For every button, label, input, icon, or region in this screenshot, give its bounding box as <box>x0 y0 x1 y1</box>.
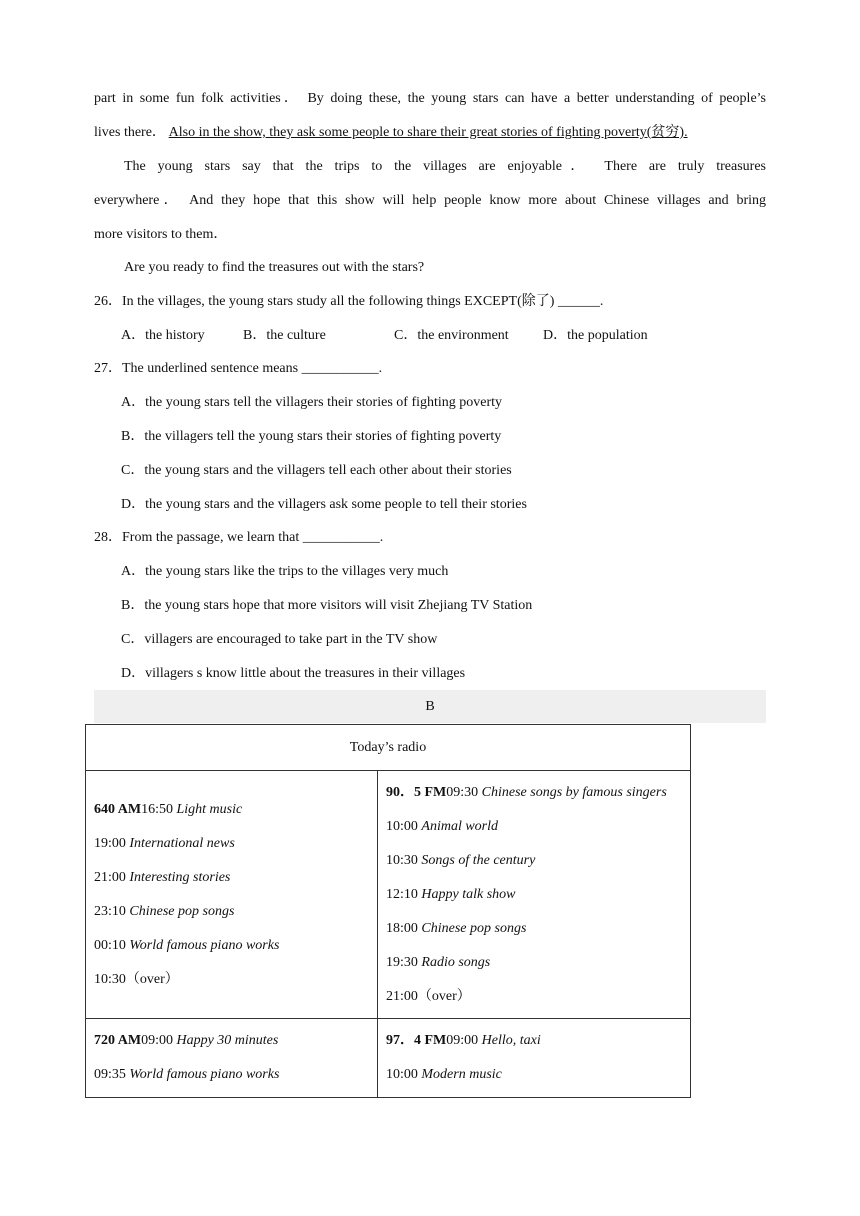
schedule-line: 90．5 FM09:30 Chinese songs by famous singers <box>386 784 667 800</box>
q28-option-a: A．the young stars like the trips to the villages very much <box>121 564 449 579</box>
q28-option-c: C．villagers are encouraged to take part in the TV show <box>121 632 438 647</box>
station-name: 720 AM <box>94 1033 142 1048</box>
schedule-line: 21:00 Interesting stories <box>94 869 231 885</box>
station-name: 97．4 FM <box>386 1033 447 1048</box>
station-640-cell <box>86 771 378 1019</box>
q26-option-d: D．the population <box>543 328 648 343</box>
passage-line-2-plain: lives there． <box>94 125 166 140</box>
q27-option-c: C．the young stars and the villagers tell each other about their stories <box>121 463 512 478</box>
q26-option-b: B．the culture <box>243 328 326 343</box>
q26-option-a: A．the history <box>121 328 205 343</box>
station-974-cell <box>378 1019 691 1098</box>
table-title: Today’s radio <box>86 725 691 771</box>
question-26-stem: 26．In the villages, the young stars study all the following things EXCEPT(除了) ______. <box>94 294 604 309</box>
schedule-line: 09:35 World famous piano works <box>94 1067 280 1082</box>
q27-option-b: B．the villagers tell the young stars their stories of fighting poverty <box>121 429 502 444</box>
underlined-sentence: Also in the show, they ask some people to share their great stories of fighting poverty(贫穷). <box>168 125 688 140</box>
schedule-line: 23:10 Chinese pop songs <box>94 903 235 919</box>
question-27-stem: 27．The underlined sentence means ___________. <box>94 361 383 376</box>
schedule-line: 720 AM09:00 Happy 30 minutes <box>94 1033 279 1048</box>
schedule-line: 18:00 Chinese pop songs <box>386 920 527 936</box>
q27-option-d: D．the young stars and the villagers ask some people to tell their stories <box>121 497 527 512</box>
station-720-cell <box>86 1019 378 1098</box>
schedule-line: 10:30 Songs of the century <box>386 852 536 868</box>
schedule-line: 10:00 Animal world <box>386 818 499 834</box>
schedule-line: 19:30 Radio songs <box>386 954 491 970</box>
schedule-line: 10:00 Modern music <box>386 1067 502 1082</box>
passage-para2-line-2: everywhere． And they hope that this show will help people know more about Chinese villages and bring <box>94 193 766 208</box>
passage-para2-line-3: more visitors to them． <box>94 227 228 242</box>
radio-schedule-table <box>85 724 691 1098</box>
table-row <box>86 771 691 1019</box>
table-header-row <box>86 725 691 771</box>
q28-option-d: D．villagers s know little about the treasures in their villages <box>121 666 466 681</box>
table-row <box>86 1019 691 1098</box>
passage-line-1: part in some fun folk activities． By doing these, the young stars can have a better understanding of people’s <box>94 91 766 106</box>
station-name: 640 AM <box>94 801 142 817</box>
q27-option-a: A．the young stars tell the villagers their stories of fighting poverty <box>121 395 503 410</box>
q28-option-b: B．the young stars hope that more visitors will visit Zhejiang TV Station <box>121 598 533 613</box>
schedule-line: 00:10 World famous piano works <box>94 937 280 953</box>
schedule-line: 19:00 International news <box>94 835 235 851</box>
station-905-cell <box>378 771 691 1019</box>
passage-line-2 <box>94 116 766 150</box>
schedule-line: 12:10 Happy talk show <box>386 886 516 902</box>
schedule-line: 97．4 FM09:00 Hello, taxi <box>386 1033 541 1048</box>
passage-para3: Are you ready to find the treasures out with the stars? <box>124 260 425 275</box>
schedule-line: 640 AM16:50 Light music <box>94 801 243 817</box>
question-28-stem: 28．From the passage, we learn that ___________. <box>94 530 384 545</box>
station-name: 90．5 FM <box>386 784 447 800</box>
passage-para2-line-1: The young stars say that the trips to the villages are enjoyable． There are truly treasures <box>124 159 766 174</box>
section-b-heading: B <box>94 690 766 723</box>
q26-option-c: C．the environment <box>394 328 509 343</box>
schedule-line: 21:00（over） <box>386 988 471 1004</box>
schedule-line: 10:30（over） <box>94 971 179 987</box>
